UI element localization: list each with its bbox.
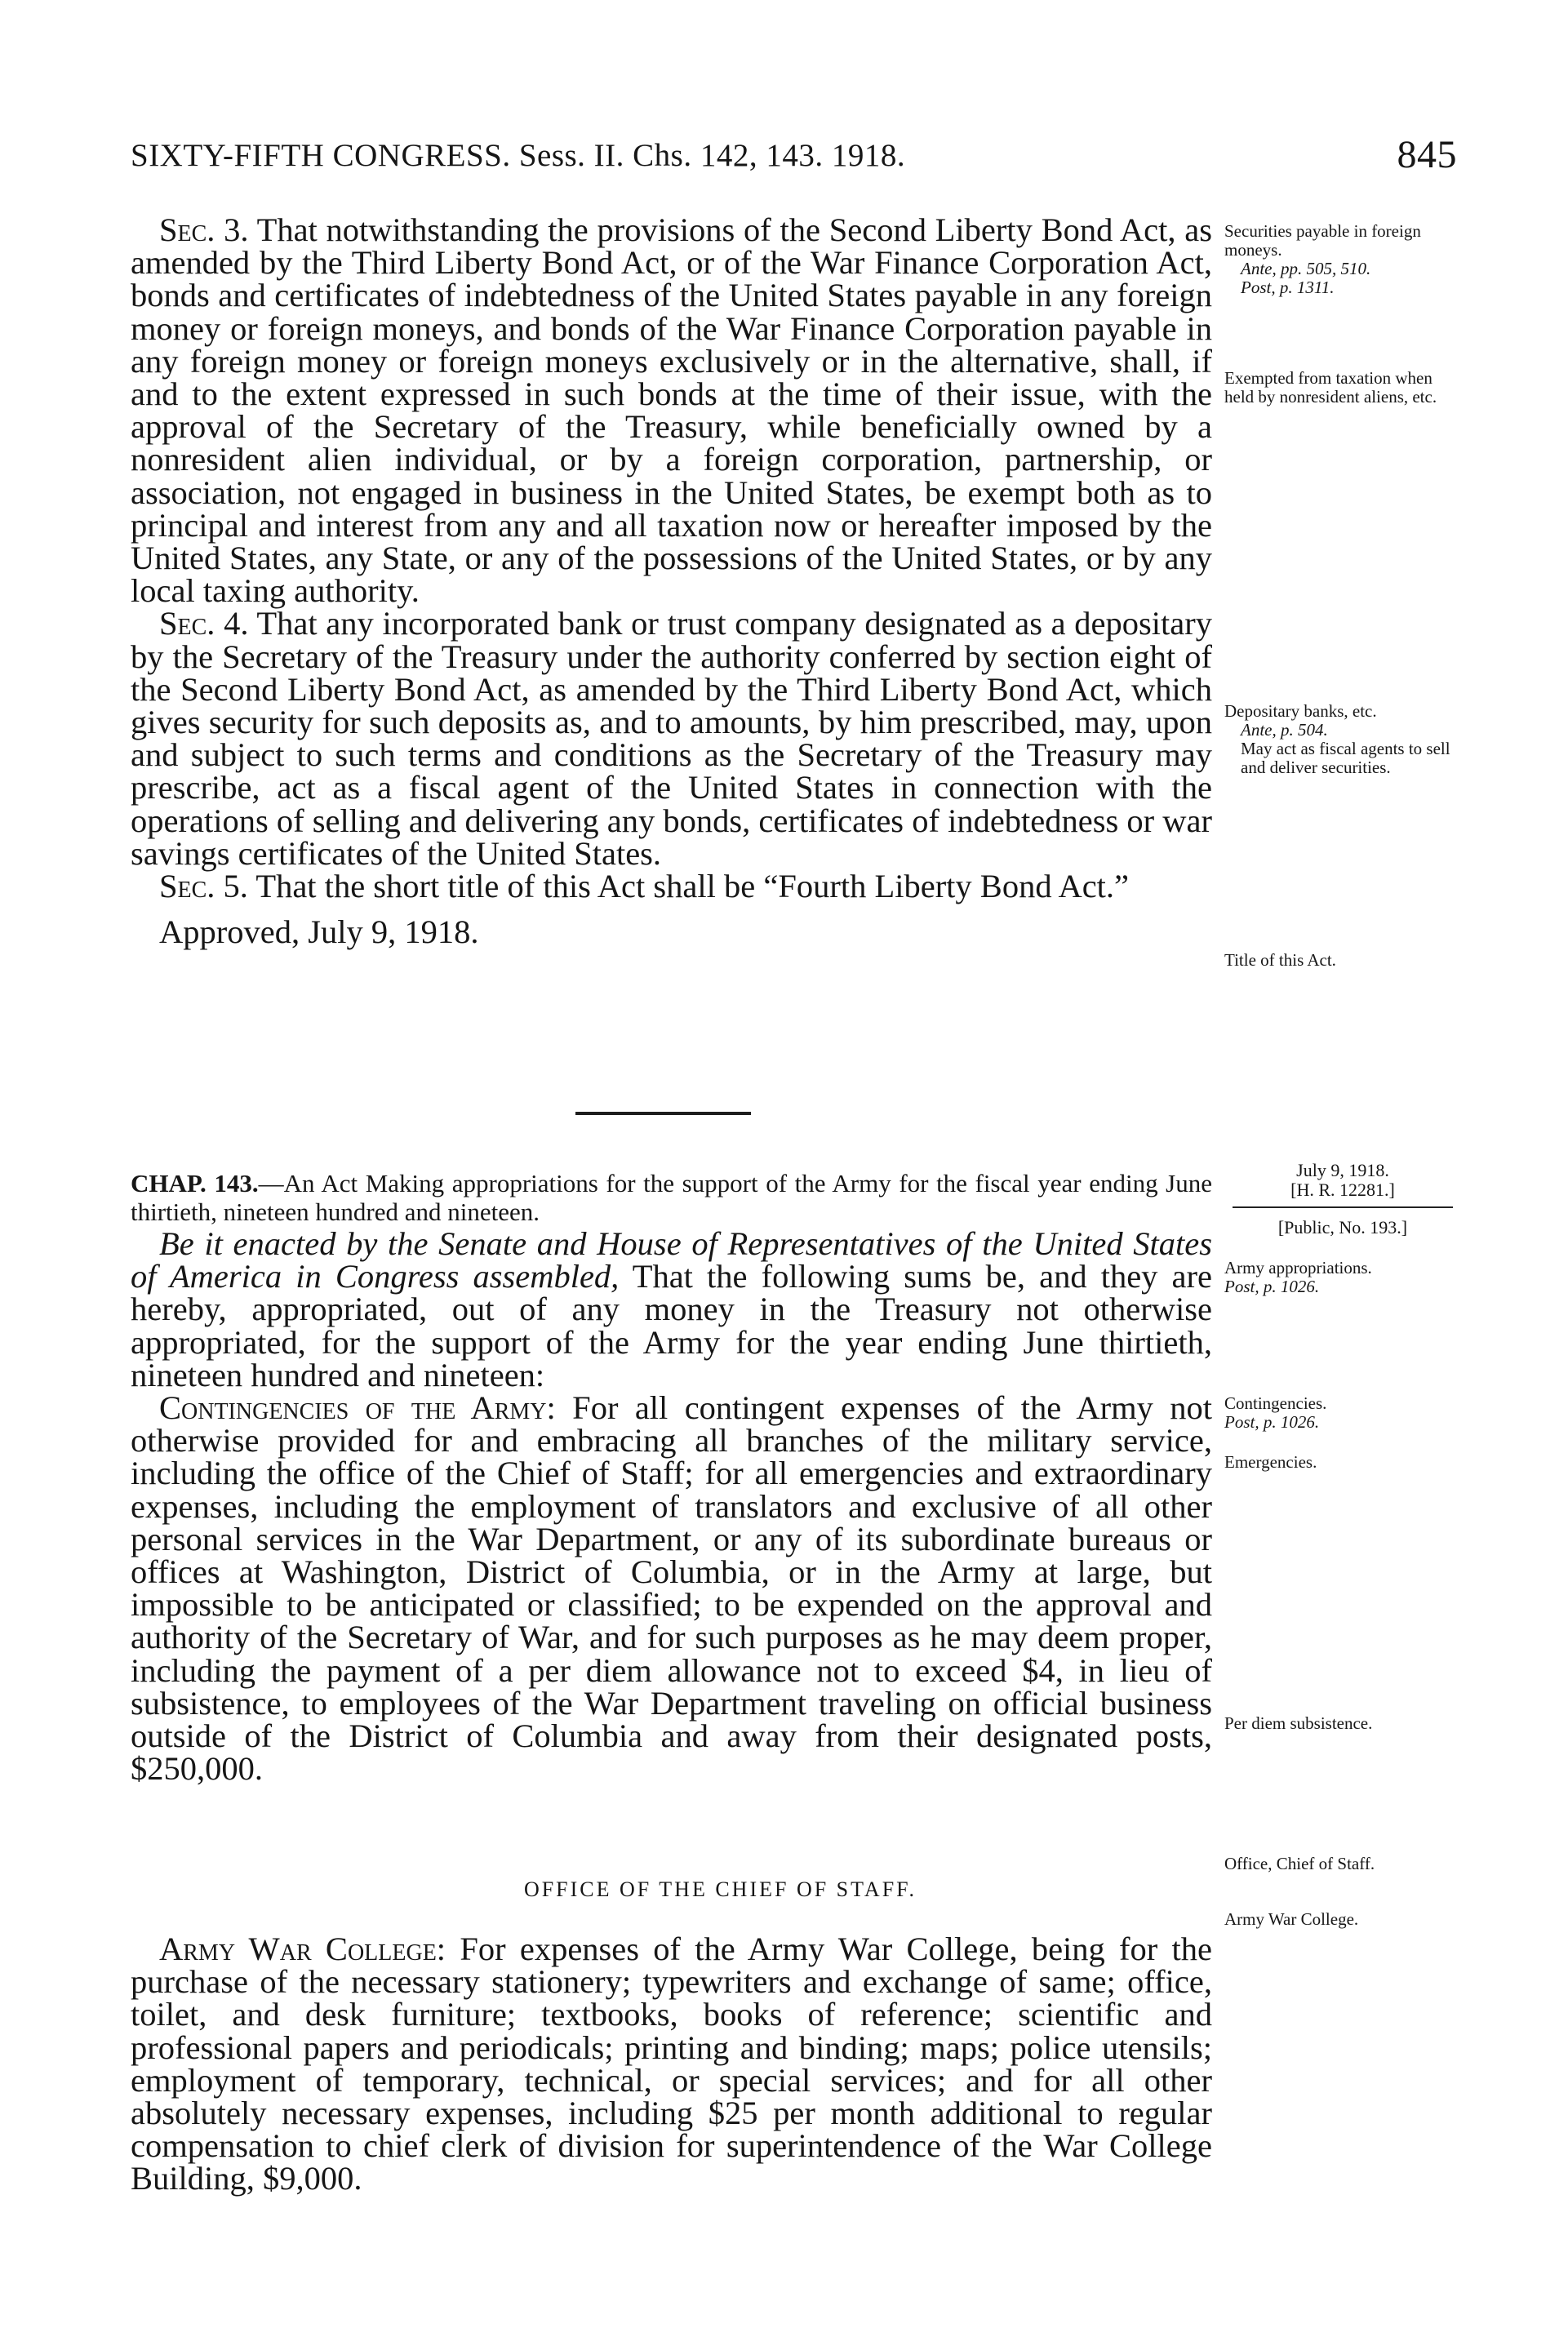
army-approp-note: Army appropriations.: [1224, 1258, 1372, 1277]
margin-note-exempted: [1224, 369, 1461, 407]
section-5-label: Sec. 5.: [159, 868, 248, 905]
sections-block: [131, 211, 1212, 951]
army-approp-ref: Post, p. 1026.: [1224, 1277, 1320, 1296]
contingencies-ref: Post, p. 1026.: [1224, 1412, 1320, 1432]
war-college-text: For expenses of the Army War College, being for the purchase of the necessary stationery; typewriters and exchange of same; office, toilet, and desk furniture; textbooks, books of reference; scientific and professional papers and periodicals; printing and binding; maps; police utensils; employment of temporary, technical, or special services; and for all other absolutely necessary expenses, including $25 per month additional to regular compensation to chief clerk of division for superintendence of the War College Building, $9,000.: [131, 1931, 1213, 2197]
approved-line: Approved, July 9, 1918.: [159, 913, 479, 951]
chapter-text: —An Act Making appropriations for the support of the Army for the fiscal year ending June thirtieth, nineteen hundred and nineteen.: [131, 1169, 1212, 1226]
margin-note-depositary: [1224, 702, 1461, 777]
depositary-title: Depositary banks, etc.: [1224, 701, 1377, 721]
war-college-block: [131, 1933, 1212, 2196]
section-divider: [575, 1112, 751, 1115]
chapter-label: CHAP. 143.: [131, 1169, 259, 1197]
chapter-date: July 9, 1918.: [1296, 1160, 1389, 1180]
section-4-text: That any incorporated bank or trust company designated as a depositary by the Secretary of the Treasury under the authority conferred by section eight of the Second Liberty Bond Act, as amended by the Third Liberty Bond Act, which gives security for such deposits as, and to amounts, by him prescribed, may, upon and subject to such terms and conditions as the Secretary of the Treasury may prescribe, act as a fiscal agent of the United States in connection with the operations of selling and delivering any bonds, certificates of indebtedness or war savings certificates of the United States.: [131, 605, 1212, 872]
exempted-note: Exempted from taxation when held by nonresident aliens, etc.: [1224, 368, 1437, 407]
emergencies-note: Emergencies.: [1224, 1452, 1317, 1472]
office-chief-note: Office, Chief of Staff.: [1224, 1854, 1375, 1873]
securities-title: Securities payable in foreign moneys.: [1224, 221, 1421, 260]
margin-note-per-diem: [1224, 1714, 1461, 1733]
chapter-bill: [H. R. 12281.]: [1233, 1180, 1453, 1208]
depositary-ref: Ante, p. 504.: [1241, 720, 1328, 740]
section-4: [131, 607, 1212, 870]
appropriations-block: [131, 1225, 1213, 1788]
margin-note-securities: [1224, 222, 1461, 297]
section-4-label: Sec. 4.: [159, 605, 249, 642]
margin-note-office-chief: [1224, 1855, 1461, 1873]
contingencies-text: For all contingent expenses of the Army not otherwise provided for and embracing all branches of the military service, including the office of the Chief of Staff; for all emergencies and extraordinary expenses, including the employment of translators and exclusive of all other personal services in the War Department, or any of its subordinate bureaus or offices at Washington, District of Columbia, or in the Army at large, but impossible to be anticipated or classified; to be expended on the approval and authority of the Secretary of War, and for such purposes as he may deem proper, including the payment of a per diem allowance not to exceed $4, in lieu of subsistence, to employees of the War Department traveling on official business outside of the District of Columbia and away from their designated posts, $250,000.: [131, 1389, 1213, 1788]
margin-note-emergencies: [1224, 1453, 1461, 1472]
header-title: SIXTY-FIFTH CONGRESS. Sess. II. Chs. 142, 143. 1918.: [131, 138, 906, 173]
section-3: [131, 211, 1212, 610]
per-diem-note: Per diem subsistence.: [1224, 1713, 1373, 1733]
margin-note-army-approp: [1224, 1259, 1461, 1296]
page-number: 845: [1397, 133, 1457, 176]
enacting-italic: Be it enacted by the Senate and House of Representatives of the United States of America in Congress assembled,: [131, 1225, 1212, 1295]
fiscal-agents-note: May act as fiscal agents to sell and deliver securities.: [1241, 739, 1450, 777]
section-3-text: That notwithstanding the provisions of the Second Liberty Bond Act, as amended by the Third Liberty Bond Act, or of the War Finance Corporation Act, bonds and certificates of indebtedness of the United States payable in any foreign money or foreign moneys, and bonds of the War Finance Corporation payable in any foreign money or foreign moneys exclusively or in the alternative, shall, if and to the extent expressed in such bonds at the time of their issue, with the approval of the Secretary of the Treasury, while beneficially owned by a nonresident alien individual, or by a foreign corporation, partnership, or association, not engaged in business in the United States, be exempt both as to principal and interest from any and all taxation now or hereafter imposed by the United States, any State, or any of the possessions of the United States, or by any local taxing authority.: [131, 211, 1212, 610]
office-heading: OFFICE OF THE CHIEF OF STAFF.: [523, 1877, 917, 1901]
running-header: [131, 133, 1457, 186]
contingencies-paragraph: [131, 1389, 1213, 1788]
war-college-paragraph: [131, 1933, 1212, 2196]
securities-ref-ante: Ante, pp. 505, 510.: [1241, 259, 1371, 278]
war-college-label: Army War College:: [159, 1931, 446, 1967]
enacting-clause: [131, 1225, 1212, 1393]
margin-note-contingencies: [1224, 1394, 1461, 1432]
title-of-act-note: Title of this Act.: [1224, 950, 1336, 970]
contingencies-note: Contingencies.: [1224, 1393, 1327, 1413]
margin-note-title: [1224, 951, 1461, 970]
chapter-public: [Public, No. 193.]: [1277, 1217, 1408, 1237]
margin-note-war-college: [1224, 1910, 1461, 1929]
chapter-heading: [131, 1169, 1212, 1226]
chapter-citation: [1233, 1161, 1453, 1237]
enacting-text: That the following sums be, and they are hereby, appropriated, out of any money in the Treasury not otherwise appropriated, for the support of the Army for the year ending June thirtieth, nineteen hundred and nineteen:: [131, 1258, 1212, 1393]
section-5: [131, 870, 1212, 903]
securities-ref-post: Post, p. 1311.: [1241, 278, 1335, 297]
section-3-label: Sec. 3.: [159, 211, 249, 248]
contingencies-label: Contingencies of the Army:: [159, 1389, 556, 1427]
war-college-note: Army War College.: [1224, 1909, 1359, 1929]
section-5-text: That the short title of this Act shall be “Fourth Liberty Bond Act.”: [255, 868, 1130, 905]
